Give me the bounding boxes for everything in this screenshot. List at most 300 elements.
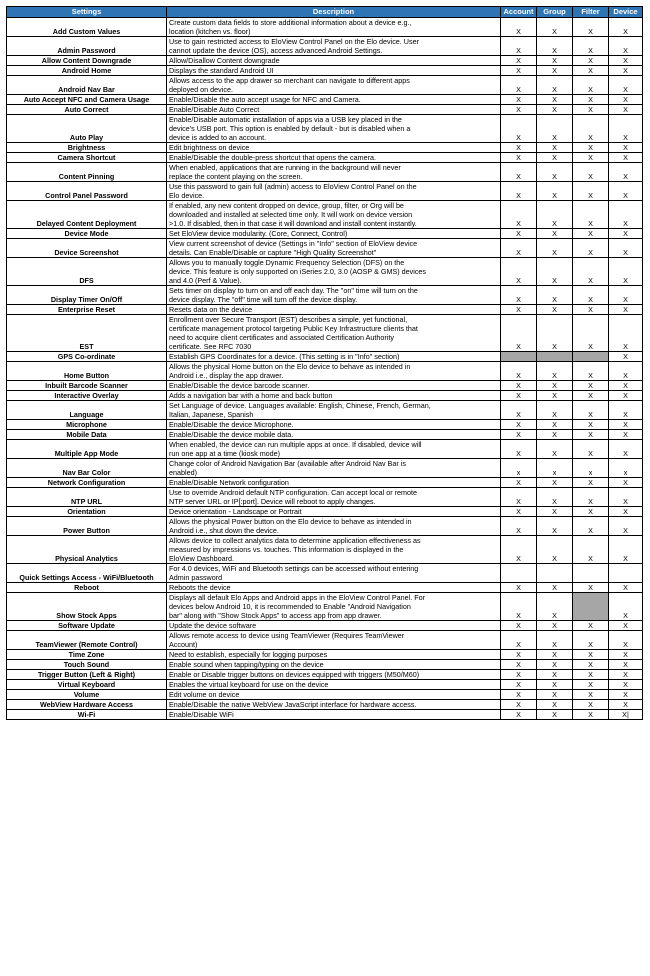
device-cell: X| bbox=[609, 710, 643, 720]
filter-cell: X bbox=[573, 710, 609, 720]
setting-name: Android Nav Bar bbox=[7, 76, 167, 95]
setting-description: Device orientation - Landscape or Portrait bbox=[167, 507, 501, 517]
group-cell: X bbox=[537, 420, 573, 430]
filter-cell bbox=[573, 564, 609, 583]
group-cell: X bbox=[537, 105, 573, 115]
device-cell: X bbox=[609, 430, 643, 440]
setting-description: Allows device to collect analytics data to determine application effectiveness as measured by impressions vs. touches. This information is displayed in the EloView Dashboard. bbox=[167, 536, 501, 564]
table-row bbox=[7, 37, 643, 56]
setting-description: Sets timer on display to turn on and off each day. The "on" time will turn on the device display. The "off" time will turn off the device display. bbox=[167, 286, 501, 305]
header-row bbox=[7, 7, 643, 18]
setting-description: Enable/Disable automatic installation of apps via a USB key placed in the device's USB port. This option is enabled by default - but is disabled when a device is added to an account. bbox=[167, 115, 501, 143]
setting-name: WebView Hardware Access bbox=[7, 700, 167, 710]
device-cell: X bbox=[609, 401, 643, 420]
setting-name: Home Button bbox=[7, 362, 167, 381]
filter-cell: X bbox=[573, 305, 609, 315]
setting-name: Camera Shortcut bbox=[7, 153, 167, 163]
account-cell: X bbox=[501, 680, 537, 690]
group-cell: X bbox=[537, 37, 573, 56]
table-row bbox=[7, 710, 643, 720]
setting-description: Enable/Disable the device Microphone. bbox=[167, 420, 501, 430]
setting-description: Enable/Disable the device mobile data. bbox=[167, 430, 501, 440]
filter-cell: X bbox=[573, 507, 609, 517]
setting-description: View current screenshot of device (Settings in "Info" section of EloView device details. Can Enable/Disable or capture "High Quality Screenshot" bbox=[167, 239, 501, 258]
group-cell: X bbox=[537, 163, 573, 182]
setting-name: Reboot bbox=[7, 583, 167, 593]
account-cell: X bbox=[501, 650, 537, 660]
header-description: Description bbox=[167, 7, 501, 18]
group-cell: X bbox=[537, 115, 573, 143]
account-cell: X bbox=[501, 700, 537, 710]
setting-name: Android Home bbox=[7, 66, 167, 76]
device-cell: X bbox=[609, 37, 643, 56]
account-cell: X bbox=[501, 631, 537, 650]
group-cell: X bbox=[537, 690, 573, 700]
device-cell: X bbox=[609, 583, 643, 593]
filter-cell: X bbox=[573, 631, 609, 650]
setting-name: NTP URL bbox=[7, 488, 167, 507]
device-cell: X bbox=[609, 182, 643, 201]
table-row bbox=[7, 564, 643, 583]
setting-description: Allows the physical Home button on the Elo device to behave as intended in Android i.e., display the app drawer. bbox=[167, 362, 501, 381]
account-cell: X bbox=[501, 66, 537, 76]
group-cell: X bbox=[537, 401, 573, 420]
account-cell: X bbox=[501, 690, 537, 700]
setting-name: Auto Play bbox=[7, 115, 167, 143]
group-cell: X bbox=[537, 507, 573, 517]
device-cell: X bbox=[609, 488, 643, 507]
filter-cell: X bbox=[573, 315, 609, 352]
account-cell: X bbox=[501, 201, 537, 229]
setting-description: Enable/Disable the auto accept usage for NFC and Camera. bbox=[167, 95, 501, 105]
setting-description: Enable/Disable Network configuration bbox=[167, 478, 501, 488]
filter-cell: X bbox=[573, 391, 609, 401]
device-cell: X bbox=[609, 420, 643, 430]
table-row bbox=[7, 66, 643, 76]
account-cell: X bbox=[501, 621, 537, 631]
filter-cell: X bbox=[573, 660, 609, 670]
group-cell: X bbox=[537, 430, 573, 440]
group-cell: X bbox=[537, 710, 573, 720]
device-cell: X bbox=[609, 700, 643, 710]
table-row bbox=[7, 621, 643, 631]
setting-name: Multiple App Mode bbox=[7, 440, 167, 459]
setting-name: Virtual Keyboard bbox=[7, 680, 167, 690]
setting-name: Quick Settings Access - WiFi/Bluetooth bbox=[7, 564, 167, 583]
account-cell: X bbox=[501, 305, 537, 315]
account-cell: X bbox=[501, 488, 537, 507]
header-account: Account bbox=[501, 7, 537, 18]
table-row bbox=[7, 593, 643, 621]
account-cell: X bbox=[501, 583, 537, 593]
account-cell bbox=[501, 352, 537, 362]
group-cell bbox=[537, 564, 573, 583]
account-cell: X bbox=[501, 229, 537, 239]
table-row bbox=[7, 420, 643, 430]
table-row bbox=[7, 631, 643, 650]
setting-name: Nav Bar Color bbox=[7, 459, 167, 478]
device-cell: X bbox=[609, 95, 643, 105]
table-row bbox=[7, 690, 643, 700]
group-cell: X bbox=[537, 229, 573, 239]
filter-cell: X bbox=[573, 420, 609, 430]
setting-description: Change color of Android Navigation Bar (available after Android Nav Bar is enabled) bbox=[167, 459, 501, 478]
setting-name: Mobile Data bbox=[7, 430, 167, 440]
account-cell: X bbox=[501, 153, 537, 163]
setting-name: Allow Content Downgrade bbox=[7, 56, 167, 66]
setting-description: Allows the physical Power button on the Elo device to behave as intended in Android i.e., shut down the device. bbox=[167, 517, 501, 536]
setting-description: Enable/Disable Auto Correct bbox=[167, 105, 501, 115]
setting-name: Network Configuration bbox=[7, 478, 167, 488]
account-cell: X bbox=[501, 381, 537, 391]
filter-cell: X bbox=[573, 105, 609, 115]
filter-cell: X bbox=[573, 362, 609, 381]
filter-cell: X bbox=[573, 621, 609, 631]
device-cell: X bbox=[609, 670, 643, 680]
table-row bbox=[7, 229, 643, 239]
table-row bbox=[7, 315, 643, 352]
table-row bbox=[7, 182, 643, 201]
filter-cell: X bbox=[573, 163, 609, 182]
setting-name: Interactive Overlay bbox=[7, 391, 167, 401]
device-cell: X bbox=[609, 258, 643, 286]
device-cell: X bbox=[609, 536, 643, 564]
device-cell: X bbox=[609, 229, 643, 239]
group-cell: X bbox=[537, 700, 573, 710]
table-row bbox=[7, 536, 643, 564]
table-row bbox=[7, 201, 643, 229]
setting-name: Auto Accept NFC and Camera Usage bbox=[7, 95, 167, 105]
setting-description: Enrollment over Secure Transport (EST) describes a simple, yet functional, certificate management protocol targeting Public Key Infrastructure clients that need to acquire client certificates and associated Certification Authority certificate. See RFC 7030 bbox=[167, 315, 501, 352]
table-row bbox=[7, 286, 643, 305]
group-cell: X bbox=[537, 583, 573, 593]
setting-description: Edit volume on device bbox=[167, 690, 501, 700]
device-cell: X bbox=[609, 517, 643, 536]
device-cell: X bbox=[609, 201, 643, 229]
device-cell: X bbox=[609, 315, 643, 352]
device-cell: X bbox=[609, 105, 643, 115]
setting-description: Enable/Disable the native WebView JavaScript interface for hardware access. bbox=[167, 700, 501, 710]
setting-name: TeamViewer (Remote Control) bbox=[7, 631, 167, 650]
setting-description: Enable/Disable the device barcode scanner. bbox=[167, 381, 501, 391]
header-settings: Settings bbox=[7, 7, 167, 18]
group-cell: X bbox=[537, 143, 573, 153]
filter-cell: X bbox=[573, 381, 609, 391]
setting-description: Edit brightness on device bbox=[167, 143, 501, 153]
filter-cell: X bbox=[573, 18, 609, 37]
filter-cell: X bbox=[573, 95, 609, 105]
setting-name: Content Pinning bbox=[7, 163, 167, 182]
device-cell: X bbox=[609, 286, 643, 305]
setting-name: Time Zone bbox=[7, 650, 167, 660]
group-cell: X bbox=[537, 315, 573, 352]
device-cell: X bbox=[609, 660, 643, 670]
group-cell: X bbox=[537, 76, 573, 95]
setting-description: Set EloView device modularity. (Core, Connect, Control) bbox=[167, 229, 501, 239]
setting-description: Displays the standard Android UI bbox=[167, 66, 501, 76]
setting-name: Trigger Button (Left & Right) bbox=[7, 670, 167, 680]
table-body bbox=[7, 18, 643, 720]
setting-description: When enabled, applications that are running in the background will never replace the content playing on the screen. bbox=[167, 163, 501, 182]
filter-cell: X bbox=[573, 153, 609, 163]
account-cell: X bbox=[501, 143, 537, 153]
setting-description: Enables the virtual keyboard for use on the device bbox=[167, 680, 501, 690]
group-cell: X bbox=[537, 650, 573, 660]
device-cell: X bbox=[609, 239, 643, 258]
table-row bbox=[7, 440, 643, 459]
account-cell: x bbox=[501, 459, 537, 478]
filter-cell: X bbox=[573, 258, 609, 286]
account-cell: X bbox=[501, 37, 537, 56]
setting-name: Software Update bbox=[7, 621, 167, 631]
account-cell: X bbox=[501, 440, 537, 459]
account-cell: X bbox=[501, 401, 537, 420]
device-cell: X bbox=[609, 650, 643, 660]
account-cell: X bbox=[501, 430, 537, 440]
table-row bbox=[7, 670, 643, 680]
group-cell: X bbox=[537, 56, 573, 66]
group-cell: X bbox=[537, 258, 573, 286]
device-cell: x bbox=[609, 459, 643, 478]
filter-cell: X bbox=[573, 201, 609, 229]
device-cell: X bbox=[609, 305, 643, 315]
setting-name: GPS Co-ordinate bbox=[7, 352, 167, 362]
group-cell: X bbox=[537, 305, 573, 315]
table-row bbox=[7, 258, 643, 286]
setting-description: Reboots the device bbox=[167, 583, 501, 593]
setting-description: Allow/Disallow Content downgrade bbox=[167, 56, 501, 66]
account-cell: X bbox=[501, 507, 537, 517]
setting-description: Enable sound when tapping/typing on the device bbox=[167, 660, 501, 670]
device-cell: X bbox=[609, 362, 643, 381]
table-row bbox=[7, 56, 643, 66]
setting-name: Add Custom Values bbox=[7, 18, 167, 37]
filter-cell: X bbox=[573, 488, 609, 507]
group-cell: X bbox=[537, 517, 573, 536]
setting-name: Power Button bbox=[7, 517, 167, 536]
account-cell: X bbox=[501, 710, 537, 720]
table-row bbox=[7, 115, 643, 143]
device-cell: X bbox=[609, 507, 643, 517]
filter-cell: X bbox=[573, 440, 609, 459]
setting-description: Enable/Disable WiFi bbox=[167, 710, 501, 720]
table-row bbox=[7, 459, 643, 478]
group-cell: X bbox=[537, 631, 573, 650]
setting-name: Device Mode bbox=[7, 229, 167, 239]
setting-description: Displays all default Elo Apps and Android apps in the EloView Control Panel. For devices below Android 10, it is recommended to Enable "Android Navigation bar" along with "Show Stock Apps" to access app from app drawer. bbox=[167, 593, 501, 621]
group-cell: X bbox=[537, 488, 573, 507]
filter-cell: X bbox=[573, 430, 609, 440]
filter-cell: X bbox=[573, 650, 609, 660]
setting-description: Enable or Disable trigger buttons on devices equipped with triggers (M50/M60) bbox=[167, 670, 501, 680]
setting-name: Show Stock Apps bbox=[7, 593, 167, 621]
table-row bbox=[7, 305, 643, 315]
header-filter: Filter bbox=[573, 7, 609, 18]
filter-cell: X bbox=[573, 670, 609, 680]
filter-cell: X bbox=[573, 536, 609, 564]
account-cell: X bbox=[501, 286, 537, 305]
setting-name: Brightness bbox=[7, 143, 167, 153]
filter-cell: X bbox=[573, 37, 609, 56]
group-cell: X bbox=[537, 593, 573, 621]
header-group: Group bbox=[537, 7, 573, 18]
device-cell bbox=[609, 564, 643, 583]
device-cell: X bbox=[609, 76, 643, 95]
table-row bbox=[7, 680, 643, 690]
table-row bbox=[7, 95, 643, 105]
setting-name: Device Screenshot bbox=[7, 239, 167, 258]
setting-name: Control Panel Password bbox=[7, 182, 167, 201]
device-cell: X bbox=[609, 56, 643, 66]
setting-name: Wi-Fi bbox=[7, 710, 167, 720]
table-row bbox=[7, 488, 643, 507]
account-cell: X bbox=[501, 105, 537, 115]
setting-name: Microphone bbox=[7, 420, 167, 430]
group-cell: X bbox=[537, 660, 573, 670]
table-row bbox=[7, 401, 643, 420]
group-cell: X bbox=[537, 440, 573, 459]
filter-cell: X bbox=[573, 143, 609, 153]
setting-description: Create custom data fields to store additional information about a device e.g., location (kitchen vs. floor) bbox=[167, 18, 501, 37]
device-cell: X bbox=[609, 18, 643, 37]
device-cell: X bbox=[609, 163, 643, 182]
account-cell bbox=[501, 564, 537, 583]
account-cell: X bbox=[501, 18, 537, 37]
group-cell: x bbox=[537, 459, 573, 478]
device-cell: X bbox=[609, 690, 643, 700]
table-row bbox=[7, 239, 643, 258]
account-cell: X bbox=[501, 593, 537, 621]
device-cell: X bbox=[609, 593, 643, 621]
filter-cell: X bbox=[573, 583, 609, 593]
table-row bbox=[7, 18, 643, 37]
table-row bbox=[7, 153, 643, 163]
table-row bbox=[7, 660, 643, 670]
setting-name: DFS bbox=[7, 258, 167, 286]
account-cell: X bbox=[501, 76, 537, 95]
filter-cell: x bbox=[573, 459, 609, 478]
group-cell: X bbox=[537, 153, 573, 163]
table-row bbox=[7, 650, 643, 660]
group-cell: X bbox=[537, 621, 573, 631]
setting-description: Adds a navigation bar with a home and back button bbox=[167, 391, 501, 401]
device-cell: X bbox=[609, 143, 643, 153]
group-cell: X bbox=[537, 239, 573, 258]
account-cell: X bbox=[501, 660, 537, 670]
group-cell: X bbox=[537, 478, 573, 488]
group-cell: X bbox=[537, 201, 573, 229]
device-cell: X bbox=[609, 391, 643, 401]
setting-description: Use to gain restricted access to EloView Control Panel on the Elo device. User cannot update the device (OS), access advanced Android Settings. bbox=[167, 37, 501, 56]
setting-description: Resets data on the device bbox=[167, 305, 501, 315]
filter-cell: X bbox=[573, 517, 609, 536]
table-row bbox=[7, 700, 643, 710]
account-cell: X bbox=[501, 517, 537, 536]
filter-cell bbox=[573, 593, 609, 621]
table-row bbox=[7, 517, 643, 536]
setting-description: Enable/Disable the double-press shortcut that opens the camera. bbox=[167, 153, 501, 163]
setting-description: Need to establish, especially for logging purposes bbox=[167, 650, 501, 660]
setting-description: Set Language of device. Languages available: English, Chinese, French, German, Italian, Japanese, Spanish bbox=[167, 401, 501, 420]
device-cell: X bbox=[609, 153, 643, 163]
group-cell: X bbox=[537, 670, 573, 680]
account-cell: X bbox=[501, 670, 537, 680]
header-device: Device bbox=[609, 7, 643, 18]
group-cell: X bbox=[537, 391, 573, 401]
account-cell: X bbox=[501, 391, 537, 401]
table-row bbox=[7, 163, 643, 182]
setting-description: Allows access to the app drawer so merchant can navigate to different apps deployed on device. bbox=[167, 76, 501, 95]
table-row bbox=[7, 478, 643, 488]
setting-description: Use this password to gain full (admin) access to EloView Control Panel on the Elo device. bbox=[167, 182, 501, 201]
device-cell: X bbox=[609, 621, 643, 631]
settings-table bbox=[6, 6, 643, 720]
account-cell: X bbox=[501, 163, 537, 182]
table-row bbox=[7, 105, 643, 115]
device-cell: X bbox=[609, 631, 643, 650]
filter-cell: X bbox=[573, 76, 609, 95]
setting-name: EST bbox=[7, 315, 167, 352]
setting-description: Establish GPS Coordinates for a device. (This setting is in "Info" section) bbox=[167, 352, 501, 362]
setting-name: Auto Correct bbox=[7, 105, 167, 115]
setting-name: Enterprise Reset bbox=[7, 305, 167, 315]
account-cell: X bbox=[501, 258, 537, 286]
setting-name: Display Timer On/Off bbox=[7, 286, 167, 305]
account-cell: X bbox=[501, 115, 537, 143]
group-cell: X bbox=[537, 182, 573, 201]
account-cell: X bbox=[501, 362, 537, 381]
account-cell: X bbox=[501, 478, 537, 488]
setting-name: Admin Password bbox=[7, 37, 167, 56]
device-cell: X bbox=[609, 478, 643, 488]
setting-description: Allows you to manually toggle Dynamic Frequency Selection (DFS) on the device. This feature is only supported on iSeries 2.0, 3.0 (AOSP & GMS) devices and 4.0 (Perf & Value). bbox=[167, 258, 501, 286]
setting-description: Use to override Android default NTP configuration. Can accept local or remote NTP server URL or IP[:port]. Device will reboot to apply changes. bbox=[167, 488, 501, 507]
group-cell: X bbox=[537, 536, 573, 564]
filter-cell: X bbox=[573, 700, 609, 710]
group-cell: X bbox=[537, 18, 573, 37]
filter-cell: X bbox=[573, 182, 609, 201]
filter-cell: X bbox=[573, 286, 609, 305]
account-cell: X bbox=[501, 420, 537, 430]
table-row bbox=[7, 352, 643, 362]
table-row bbox=[7, 143, 643, 153]
filter-cell: X bbox=[573, 229, 609, 239]
table-row bbox=[7, 583, 643, 593]
setting-description: For 4.0 devices, WiFi and Bluetooth settings can be accessed without entering Admin password bbox=[167, 564, 501, 583]
table-row bbox=[7, 507, 643, 517]
account-cell: X bbox=[501, 182, 537, 201]
filter-cell: X bbox=[573, 239, 609, 258]
group-cell: X bbox=[537, 680, 573, 690]
account-cell: X bbox=[501, 239, 537, 258]
device-cell: X bbox=[609, 115, 643, 143]
setting-name: Orientation bbox=[7, 507, 167, 517]
setting-description: If enabled, any new content dropped on device, group, filter, or Org will be downloaded and installed at selected time only. It will work on device version >1.0. If disabled, then in that case it will download and install content instantly. bbox=[167, 201, 501, 229]
setting-name: Volume bbox=[7, 690, 167, 700]
filter-cell: X bbox=[573, 401, 609, 420]
group-cell bbox=[537, 352, 573, 362]
setting-name: Physical Analytics bbox=[7, 536, 167, 564]
device-cell: X bbox=[609, 680, 643, 690]
setting-name: Language bbox=[7, 401, 167, 420]
setting-description: Update the device software bbox=[167, 621, 501, 631]
group-cell: X bbox=[537, 66, 573, 76]
filter-cell: X bbox=[573, 115, 609, 143]
filter-cell bbox=[573, 352, 609, 362]
setting-name: Touch Sound bbox=[7, 660, 167, 670]
account-cell: X bbox=[501, 95, 537, 105]
table-row bbox=[7, 76, 643, 95]
